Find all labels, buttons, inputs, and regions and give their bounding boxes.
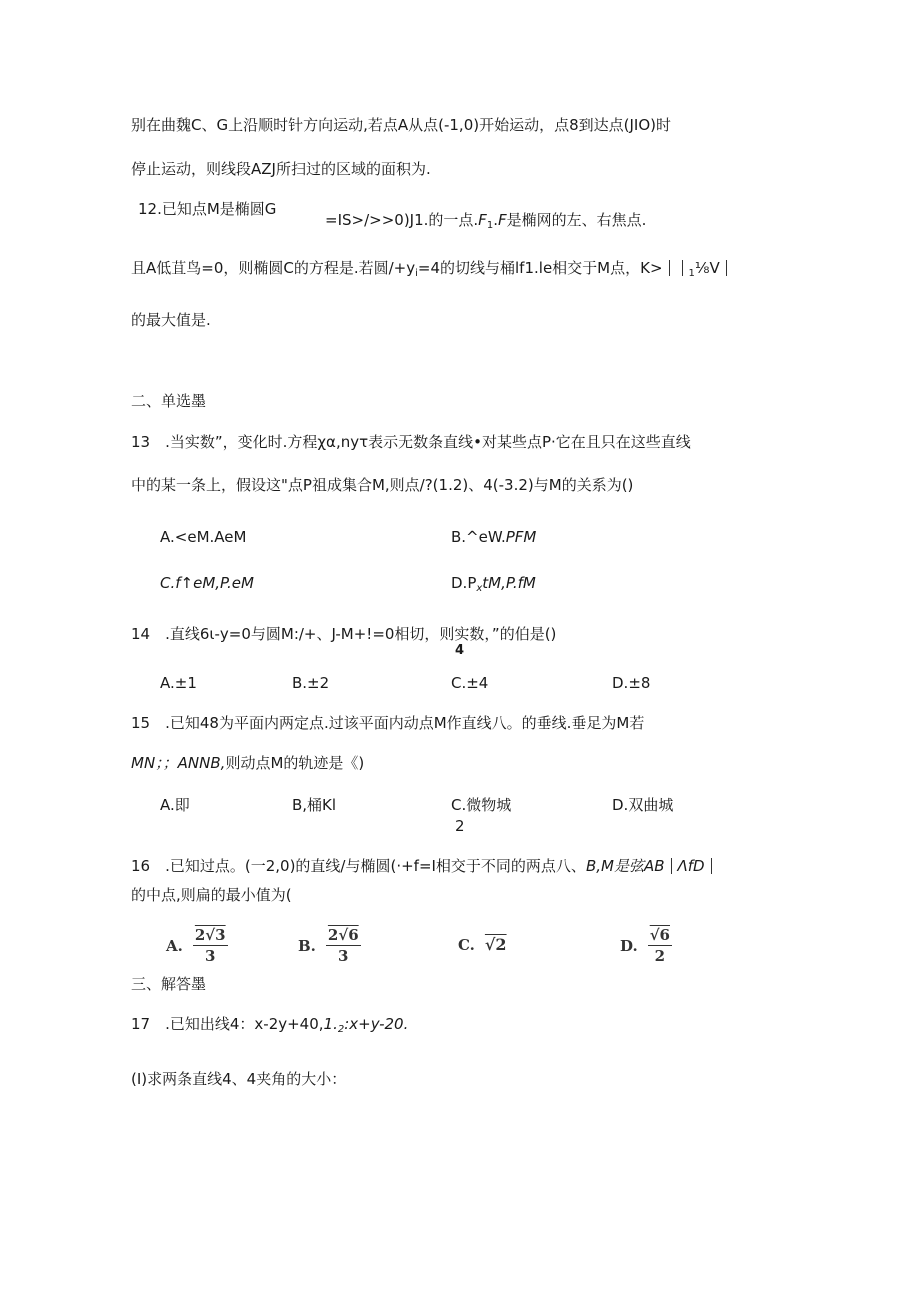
q15-line-1: 15 .已知48为平面内两定点.过该平面内动点M作直线八。的垂线.垂足为M若 (131, 714, 645, 732)
q11-line-2: 停止运动，则线段AZJ所扫过的区域的面积为. (131, 160, 431, 178)
q14-line-1: 14 .直线6ι-y=0与圆M:/+、J-M+!=0相切，则实数，”的伯是() (131, 625, 557, 643)
q13-line-2: 中的某一条上，假设这"点P祖成集合M,则点/?(1.2)、4(-3.2)与M的关系为() (131, 476, 634, 494)
q13-option-a: A.<eM.AeM (160, 528, 247, 546)
q15-option-b: B,桶Kl (292, 796, 337, 814)
q17-line-2: (I)求两条直线4、4夹角的大小： (131, 1070, 347, 1088)
q12-line-1b: =IS>/>>0)J1.的一点$.F_1.F$是椭网的左、右焦点. (325, 211, 647, 231)
q15-option-d: D.双曲城 (612, 796, 674, 814)
q12-line-2: 且A低苴鸟=0，则椭圆C的方程是.若圆$/+y_i=4$的切线与桶lf1.le相交于M点，K> $_1$⅛V (131, 259, 733, 283)
q14-option-a: A.±1 (160, 674, 197, 692)
q16-option-d: D. $\frac{√6}{2}$ (620, 926, 670, 965)
q13-option-c: C.f↑eM,P.eM (160, 574, 254, 592)
q15-option-c: C.微物城 (451, 796, 512, 814)
q16-line-2: 的中点,则扁的最小值为( (131, 886, 292, 904)
q13-option-d: $D.P_xtM,P.fM$ (451, 574, 536, 594)
q12-line-3: 的最大值是. (131, 311, 211, 329)
q16-option-c: C. √2 (458, 935, 507, 954)
q16-option-a: A. $\frac{2√3}{3}$ (166, 926, 226, 965)
q17-line-1: 17 .已知出线4：$x-2y+40,1._2:x+y-20$. (131, 1015, 409, 1035)
q12-line-1a: 12.已知点M是椭圆G (138, 200, 277, 218)
q16-line-1: 16 .已知过点。(一2,0)的直线/与椭圆(·+f=I相交于不同的两点八、B,M是弦AB ΛfD (131, 857, 718, 875)
q15-note: 2 (455, 817, 465, 835)
q13-option-b: B.^eW.PFM (451, 528, 537, 546)
q14-note: 4 (455, 643, 465, 658)
q11-line-1: 别在曲魏C、G上沿顺时针方向运动,若点A从点(-1,0)开始运动，点8到达点(JIO)时 (131, 116, 672, 134)
q15-line-2: MN；；ANNB,则动点M的轨迹是《) (131, 754, 365, 772)
q14-option-c: C.±4 (451, 674, 489, 692)
q14-option-d: D.±8 (612, 674, 651, 692)
q15-option-a: A.即 (160, 796, 190, 814)
q14-option-b: B.±2 (292, 674, 330, 692)
section-2-heading: 二、单选墨 (131, 392, 207, 410)
q13-line-1: 13 .当实数”，变化时.方程χα,nyτ表示无数条直线•对某些点P·它在且只在这些直线 (131, 433, 691, 451)
q16-option-b: B. $\frac{2√6}{3}$ (298, 926, 359, 965)
section-3-heading: 三、解答墨 (131, 975, 207, 993)
